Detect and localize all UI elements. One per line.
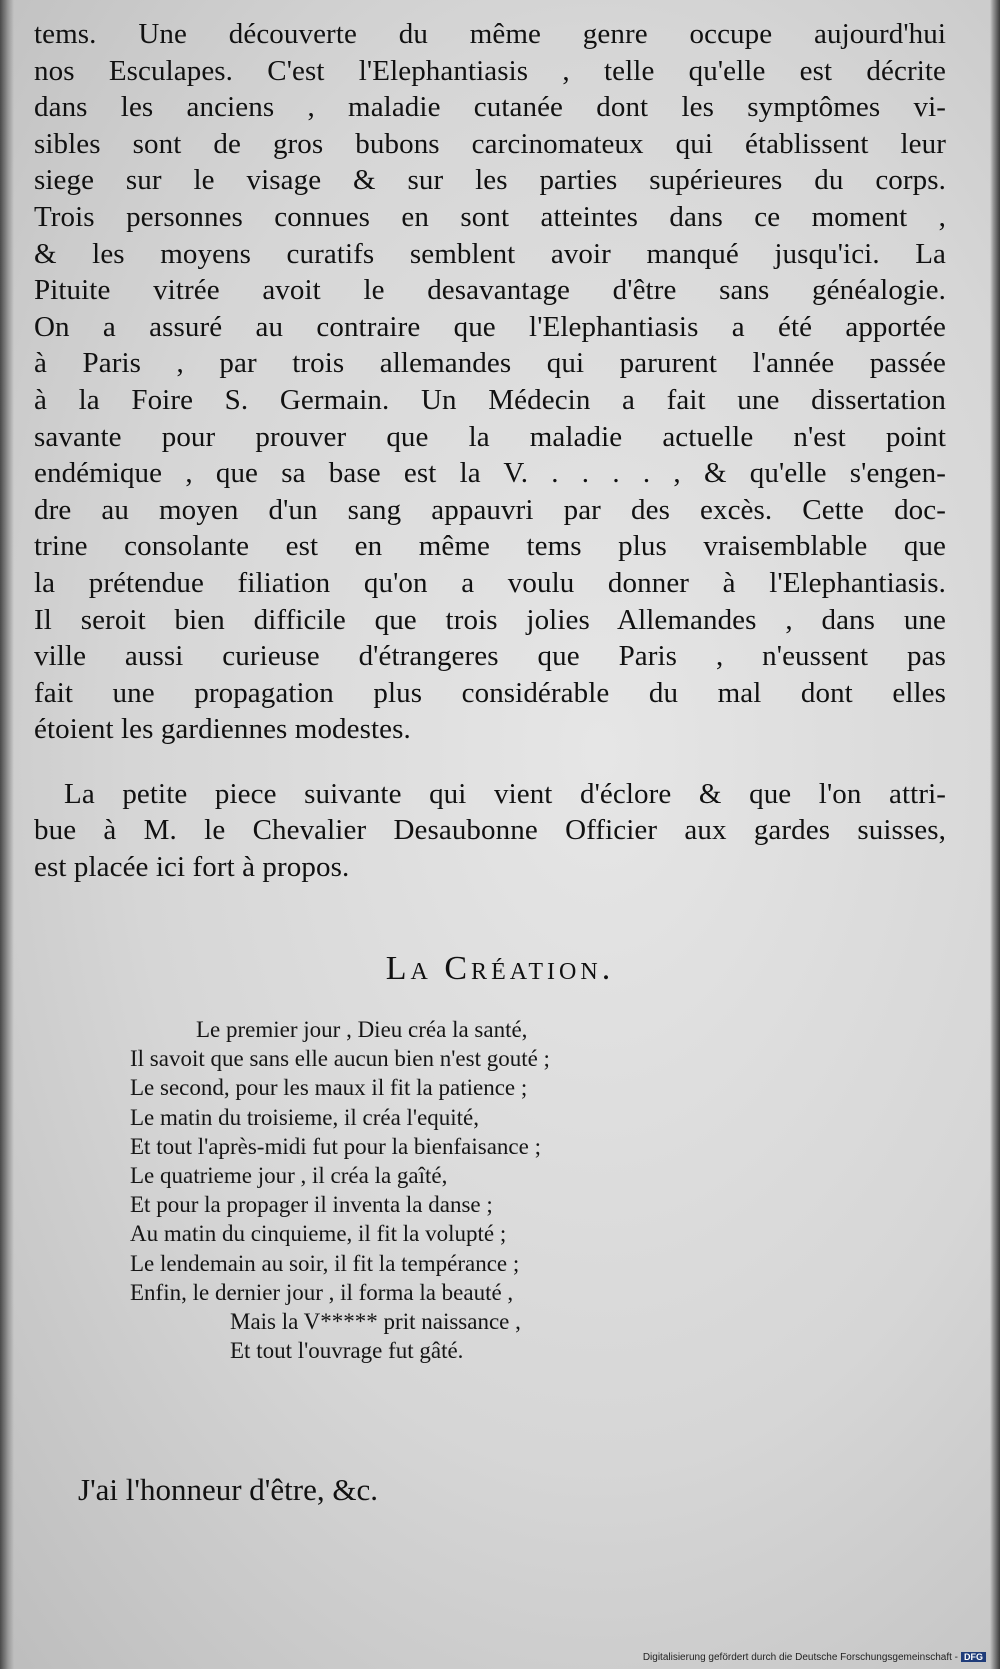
text-line: Il seroit bien difficile que trois jolies Allemandes , dans une (34, 603, 946, 636)
text-line: fait une propagation plus considérable du mal dont elles (34, 676, 946, 709)
closing-salutation: J'ai l'honneur d'être, &c. (78, 1472, 378, 1507)
text-line: & les moyens curatifs semblent avoir manqué jusqu'ici. La (34, 237, 946, 270)
text-line: dans les anciens , maladie cutanée dont les symptômes vi- (34, 91, 946, 124)
text-line: On a assuré au contraire que l'Elephantiasis a été apportée (34, 310, 946, 343)
text-line: à la Foire S. Germain. Un Médecin a fait une dissertation (34, 383, 946, 416)
poem-line: Et tout l'après-midi fut pour la bienfaisance ; (130, 1133, 541, 1159)
main-text (34, 16, 946, 886)
poem-line: Le quatrieme jour , il créa la gaîté, (130, 1162, 448, 1188)
text-line: tems. Une découverte du même genre occupe aujourd'hui (34, 18, 946, 50)
text-line: Pituite vitrée avoit le desavantage d'être sans généalogie. (34, 274, 946, 307)
poem-line: Et pour la propager il inventa la danse ; (130, 1192, 493, 1218)
text-line: bue à M. le Chevalier Desaubonne Officier aux gardes suisses, (34, 814, 946, 847)
credit-text: Digitalisierung gefördert durch die Deutsche Forschungsgemeinschaft - (642, 1652, 958, 1663)
text-line: Trois personnes connues en sont atteintes dans ce moment , (34, 200, 946, 233)
text-line: sibles sont de gros bubons carcinomateux qui établissent leur (34, 127, 946, 160)
text-line: trine consolante est en même tems plus vraisemblable que (34, 530, 946, 563)
poem-title: La Création. (385, 950, 615, 987)
digitization-credit (643, 1652, 986, 1663)
page-right-edge (990, 0, 1000, 1669)
text-line: endémique , que sa base est la V. . . . . , & qu'elle s'engen- (34, 457, 946, 490)
poem (130, 1015, 830, 1365)
poem-line: Le lendemain au soir, il fit la tempérance ; (130, 1250, 520, 1276)
poem-line: Et tout l'ouvrage fut gâté. (230, 1338, 464, 1364)
text-line: ville aussi curieuse d'étrangeres que Paris , n'eussent pas (34, 640, 946, 673)
text-line: siege sur le visage & sur les parties supérieures du corps. (34, 164, 946, 197)
text-line: savante pour prouver que la maladie actuelle n'est point (34, 420, 946, 453)
dfg-logo: DFG (961, 1652, 986, 1662)
poem-line: Le premier jour , Dieu créa la santé, (196, 1017, 528, 1042)
page-left-edge (0, 0, 14, 1669)
text-line: étoient les gardiennes modestes. (34, 713, 411, 746)
text-line: la prétendue filiation qu'on a voulu donner à l'Elephantiasis. (34, 566, 946, 599)
poem-line: Au matin du cinquieme, il fit la volupté ; (130, 1221, 507, 1247)
poem-line: Le matin du troisieme, il créa l'equité, (130, 1104, 480, 1130)
text-line: à Paris , par trois allemandes qui parurent l'année passée (34, 347, 946, 380)
text-line: nos Esculapes. C'est l'Elephantiasis , telle qu'elle est décrite (34, 54, 946, 87)
poem-line: Le second, pour les maux il fit la patience ; (130, 1075, 528, 1101)
poem-line: Il savoit que sans elle aucun bien n'est gouté ; (130, 1046, 550, 1072)
text-line: dre au moyen d'un sang appauvri par des excès. Cette doc- (34, 493, 946, 526)
poem-line: Mais la V***** prit naissance , (230, 1308, 521, 1334)
text-line: La petite piece suivante qui vient d'éclore & que l'on attri- (64, 777, 946, 810)
text-line: est placée ici fort à propos. (34, 851, 350, 884)
poem-line: Enfin, le dernier jour , il forma la beauté , (130, 1279, 514, 1305)
